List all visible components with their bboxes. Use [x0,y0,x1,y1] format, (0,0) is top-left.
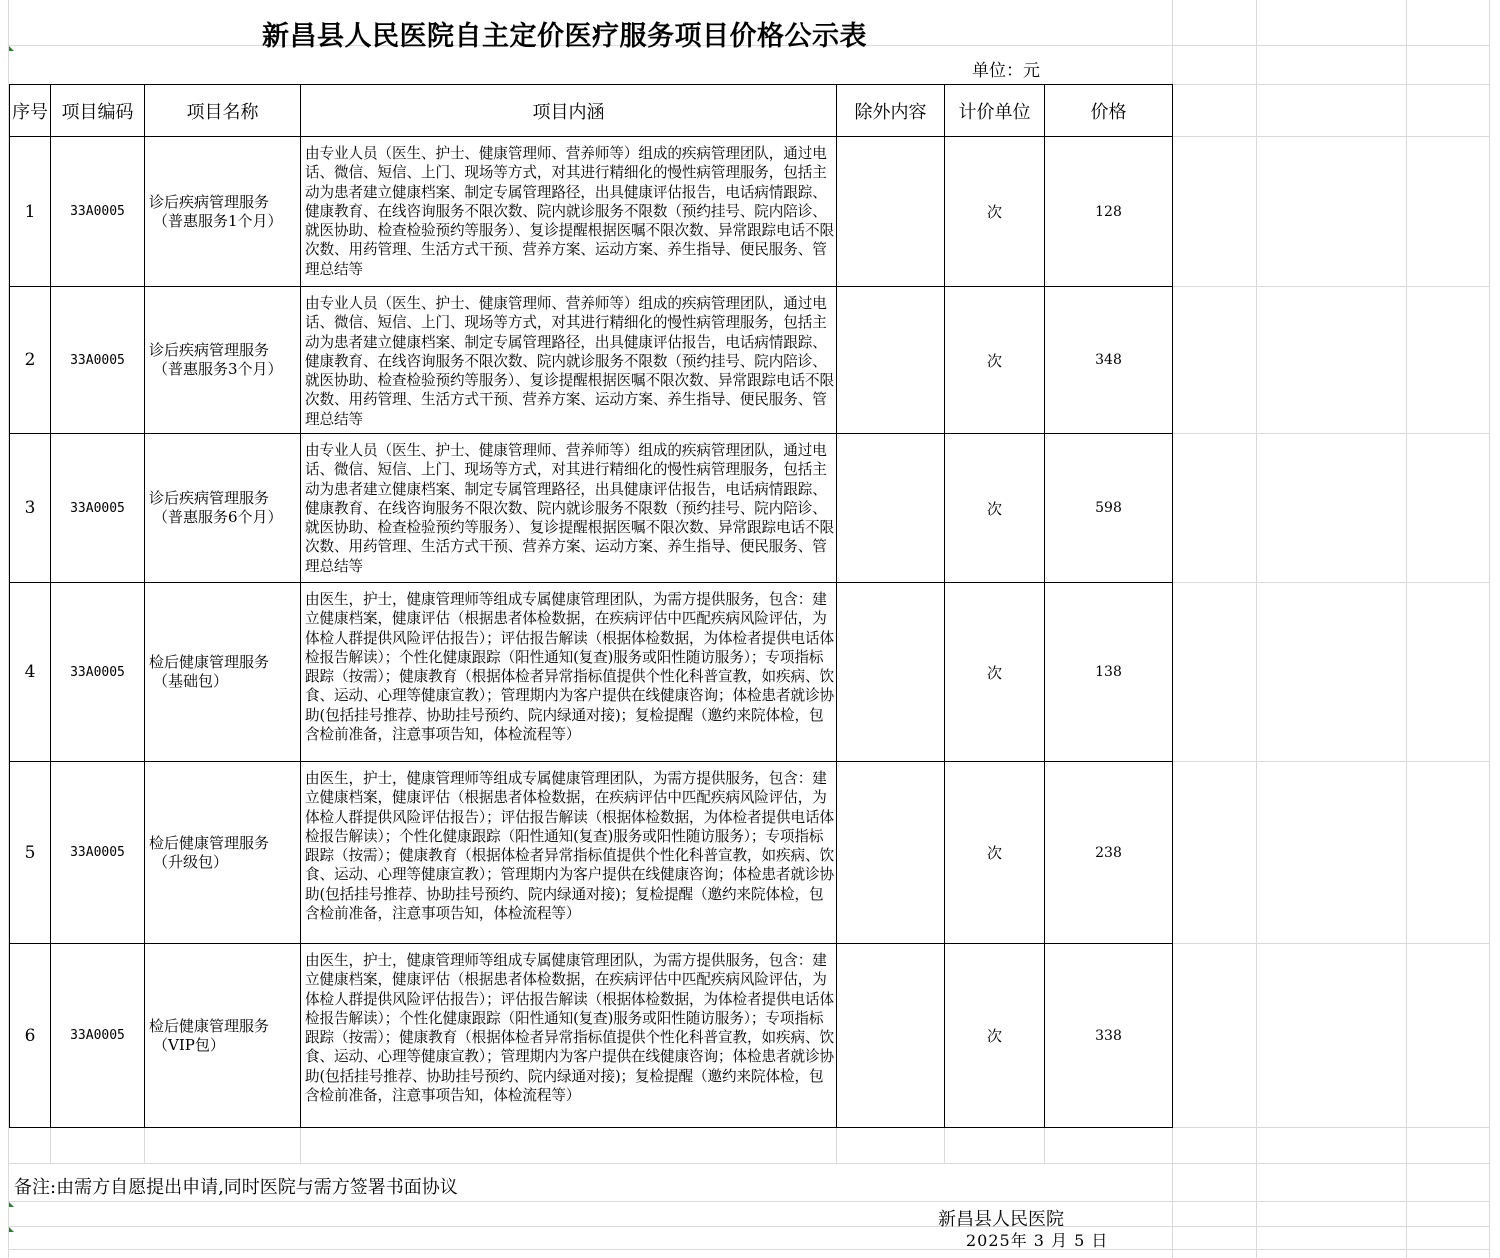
row-name-sub: （普惠服务1个月） [153,211,283,230]
row-name-sub: （普惠服务6个月） [153,508,283,526]
row-name [145,583,301,762]
header-price: 价格 [1045,85,1173,137]
row-code: 33A0005 [51,762,145,944]
hospital-signature: 新昌县人民医院 [938,1209,1064,1230]
row-name-sub: （普惠服务3个月） [153,360,283,378]
row-content: 由医生，护士，健康管理师等组成专属健康管理团队，为需方提供服务，包含：建立健康档案，健康评估（根据患者体检数据，在疾病评估中匹配疾病风险评估，为体检人群提供风险评估报告）；评估报告解读（根据体检数据，为体检者提供电话体检报告解读）；个性化健康跟踪（阳性通知(复查)服务或阳性随访服务）；专项指标跟踪（按需）；健康教育（根据体检者异常指标值提供个性化科普宣教，如疾病、饮食、运动、心理等健康宣教）；管理期内为客户提供在线健康咨询；体检患者就诊协助(包括挂号推荐、协助挂号预约、院内绿通对接)；复检提醒（邀约来院体检，包含检前准备，注意事项告知，体检流程等） [301,944,837,1128]
row-seq: 6 [10,944,51,1128]
row-pricing-unit: 次 [945,583,1045,762]
row-name [145,944,301,1128]
row-seq: 2 [10,287,51,434]
row-name-main: 检后健康管理服务 [149,1016,270,1035]
row-name-main: 诊后疾病管理服务 [149,341,270,359]
remarks-note: 备注:由需方自愿提出申请,同时医院与需方签署书面协议 [14,1177,458,1198]
row-pricing-unit: 次 [945,137,1045,287]
row-exclusions [837,762,945,944]
row-code: 33A0005 [51,583,145,762]
table-row [10,137,1173,287]
cell-marker [9,46,14,51]
cell-marker [9,1227,14,1232]
header-content: 项目内涵 [301,85,837,137]
row-name-sub: （VIP包） [153,1035,225,1054]
table-row [10,762,1173,944]
issue-date: 2025年 3 月 5 日 [966,1231,1109,1250]
row-name-sub: （基础包） [153,672,229,690]
row-pricing-unit: 次 [945,762,1045,944]
row-code: 33A0005 [51,944,145,1128]
row-price: 348 [1045,287,1173,434]
row-price: 338 [1045,944,1173,1128]
row-content: 由医生，护士，健康管理师等组成专属健康管理团队，为需方提供服务，包含：建立健康档案，健康评估（根据患者体检数据，在疾病评估中匹配疾病风险评估，为体检人群提供风险评估报告）；评估报告解读（根据体检数据，为体检者提供电话体检报告解读）；个性化健康跟踪（阳性通知(复查)服务或阳性随访服务）；专项指标跟踪（按需）；健康教育（根据体检者异常指标值提供个性化科普宣教，如疾病、饮食、运动、心理等健康宣教）；管理期内为客户提供在线健康咨询；体检患者就诊协助(包括挂号推荐、协助挂号预约、院内绿通对接)；复检提醒（邀约来院体检，包含检前准备，注意事项告知，体检流程等） [301,583,837,762]
row-price: 138 [1045,583,1173,762]
table-row [10,287,1173,434]
row-price: 238 [1045,762,1173,944]
row-content: 由专业人员（医生、护士、健康管理师、营养师等）组成的疾病管理团队，通过电话、微信、短信、上门、现场等方式，对其进行精细化的慢性病管理服务，包括主动为患者建立健康档案、制定专属管理路径，出具健康评估报告，电话病情跟踪、健康教育、在线咨询服务不限次数、院内就诊服务不限数（预约挂号、院内陪诊、就医协助、检查检验预约等服务）、复诊提醒根据医嘱不限次数、异常跟踪电话不限次数、用药管理、生活方式干预、营养方案、运动方案、养生指导、便民服务、管理总结等 [301,287,837,434]
row-name [145,434,301,583]
row-price: 598 [1045,434,1173,583]
header-pricing-unit: 计价单位 [945,85,1045,137]
row-name-main: 诊后疾病管理服务 [149,192,270,211]
table-row [10,583,1173,762]
cell-marker [9,1202,14,1207]
row-name-main: 检后健康管理服务 [149,833,270,852]
header-name: 项目名称 [145,85,301,137]
price-table [9,84,1173,1128]
page-title: 新昌县人民医院自主定价医疗服务项目价格公示表 [262,21,867,52]
row-name-main: 检后健康管理服务 [149,653,270,671]
row-name-sub: （升级包） [153,852,229,871]
header-seq: 序号 [10,85,51,137]
row-exclusions [837,434,945,583]
row-name [145,137,301,287]
row-seq: 4 [10,583,51,762]
unit-label: 单位：元 [972,61,1040,81]
header-code: 项目编码 [51,85,145,137]
row-name-main: 诊后疾病管理服务 [149,489,270,507]
row-pricing-unit: 次 [945,287,1045,434]
row-code: 33A0005 [51,137,145,287]
row-exclusions [837,137,945,287]
row-code: 33A0005 [51,434,145,583]
header-exclusions: 除外内容 [837,85,945,137]
row-exclusions [837,287,945,434]
row-seq: 1 [10,137,51,287]
row-exclusions [837,944,945,1128]
row-name [145,762,301,944]
table-header-row [10,85,1173,137]
row-pricing-unit: 次 [945,434,1045,583]
row-seq: 5 [10,762,51,944]
row-exclusions [837,583,945,762]
row-name [145,287,301,434]
table-row [10,944,1173,1128]
row-price: 128 [1045,137,1173,287]
row-content: 由专业人员（医生、护士、健康管理师、营养师等）组成的疾病管理团队，通过电话、微信、短信、上门、现场等方式，对其进行精细化的慢性病管理服务，包括主动为患者建立健康档案、制定专属管理路径，出具健康评估报告，电话病情跟踪、健康教育、在线咨询服务不限次数、院内就诊服务不限数（预约挂号、院内陪诊、就医协助、检查检验预约等服务）、复诊提醒根据医嘱不限次数、异常跟踪电话不限次数、用药管理、生活方式干预、营养方案、运动方案、养生指导、便民服务、管理总结等 [301,434,837,583]
row-content: 由专业人员（医生、护士、健康管理师、营养师等）组成的疾病管理团队，通过电话、微信、短信、上门、现场等方式，对其进行精细化的慢性病管理服务，包括主动为患者建立健康档案、制定专属管理路径，出具健康评估报告，电话病情跟踪、健康教育、在线咨询服务不限次数、院内就诊服务不限数（预约挂号、院内陪诊、就医协助、检查检验预约等服务）、复诊提醒根据医嘱不限次数、异常跟踪电话不限次数、用药管理、生活方式干预、营养方案、运动方案、养生指导、便民服务、管理总结等 [301,137,837,287]
row-pricing-unit: 次 [945,944,1045,1128]
table-row [10,434,1173,583]
row-code: 33A0005 [51,287,145,434]
row-seq: 3 [10,434,51,583]
row-content: 由医生，护士，健康管理师等组成专属健康管理团队，为需方提供服务，包含：建立健康档案，健康评估（根据患者体检数据，在疾病评估中匹配疾病风险评估，为体检人群提供风险评估报告）；评估报告解读（根据体检数据，为体检者提供电话体检报告解读）；个性化健康跟踪（阳性通知(复查)服务或阳性随访服务）；专项指标跟踪（按需）；健康教育（根据体检者异常指标值提供个性化科普宣教，如疾病、饮食、运动、心理等健康宣教）；管理期内为客户提供在线健康咨询；体检患者就诊协助(包括挂号推荐、协助挂号预约、院内绿通对接)；复检提醒（邀约来院体检，包含检前准备，注意事项告知，体检流程等） [301,762,837,944]
